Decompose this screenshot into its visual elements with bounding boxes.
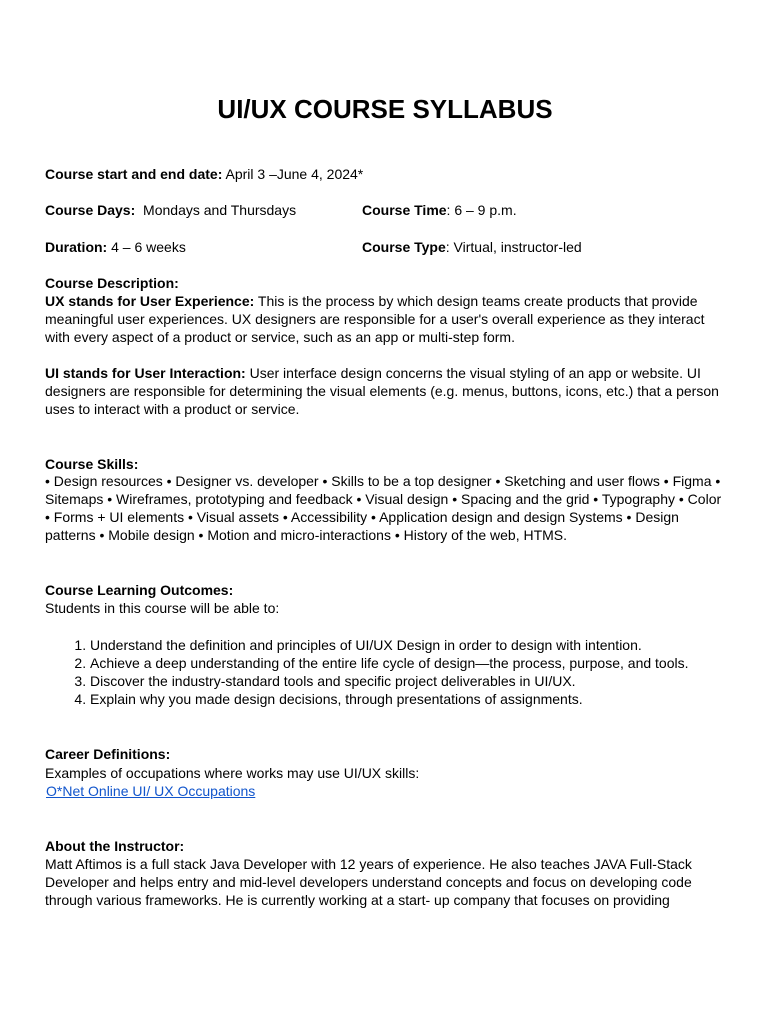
course-days-value: Mondays and Thursdays — [135, 202, 297, 218]
course-type-cell — [362, 238, 582, 256]
course-type-value: : Virtual, instructor-led — [445, 239, 582, 255]
ui-paragraph — [45, 364, 725, 418]
instructor-text: Matt Aftimos is a full stack Java Developer with 12 years of experience. He also teaches JAVA Full-Stack Developer and helps entry and mid-level developers understand concepts and focus on developing code through various frameworks. He is currently working at a start- up company that focuses on providing — [45, 856, 692, 908]
ux-text: This is the process by which design teams create products that provide meaningful user experiences. UX designers are responsible for a user's overall experience as they interact with every aspect of a product or service, such as an app or multi-step form. — [45, 293, 705, 345]
course-dates-value: April 3 –June 4, 2024* — [222, 166, 364, 182]
course-dates-row — [45, 165, 725, 183]
duration-row — [45, 238, 725, 256]
description-heading: Course Description: — [45, 275, 179, 291]
outcomes-heading: Course Learning Outcomes: — [45, 582, 234, 598]
course-days-label: Course Days: — [45, 202, 136, 218]
instructor-heading: About the Instructor: — [45, 838, 185, 854]
list-item: 2. Achieve a deep understanding of the entire life cycle of design—the process, purpose, and tools. — [90, 654, 725, 672]
course-days-row — [45, 201, 725, 219]
career-heading: Career Definitions: — [45, 746, 171, 762]
onet-occupations-link[interactable]: O*Net Online UI/ UX Occupations — [46, 783, 256, 799]
list-item: 4. Explain why you made design decisions, through presentations of assignments. — [90, 690, 725, 708]
outcomes-intro: Students in this course will be able to: — [45, 600, 280, 616]
course-time-value: : 6 – 9 p.m. — [446, 202, 517, 218]
course-time-cell — [362, 201, 517, 219]
skills-text: • Design resources • Designer vs. developer • Skills to be a top designer • Sketching and user flows • Figma • Sitemaps • Wireframes, prototyping and feedback • Visual design • Spacing and the grid • Typography • Color • Forms + UI elements • Visual assets • Accessibility • Application design and design Systems • Design patterns • Mobile design • Motion and micro-interactions • History of the web, HTMS. — [45, 473, 722, 543]
career-link-row — [45, 782, 725, 800]
course-dates-label: Course start and end date: — [45, 166, 223, 182]
list-item: 1. Understand the definition and principles of UI/UX Design in order to design with intention. — [90, 636, 725, 654]
ux-paragraph — [45, 292, 725, 346]
ui-text: User interface design concerns the visual styling of an app or website. UI designers are responsible for determining the visual elements (e.g. menus, buttons, icons, etc.) that a person uses to interact with a product or service. — [45, 365, 719, 417]
course-time-label: Course Time — [362, 202, 447, 218]
career-intro: Examples of occupations where works may use UI/UX skills: — [45, 765, 420, 781]
ui-label: UI stands for User Interaction: — [45, 365, 246, 381]
skills-heading: Course Skills: — [45, 456, 139, 472]
list-item: 3. Discover the industry-standard tools and specific project deliverables in UI/UX. — [90, 672, 725, 690]
duration-label: Duration: — [45, 239, 108, 255]
ux-label: UX stands for User Experience: — [45, 293, 255, 309]
page-title: UI/UX COURSE SYLLABUS — [217, 94, 553, 124]
duration-value: 4 – 6 weeks — [107, 239, 186, 255]
outcomes-list — [45, 636, 725, 708]
course-type-label: Course Type — [362, 239, 446, 255]
